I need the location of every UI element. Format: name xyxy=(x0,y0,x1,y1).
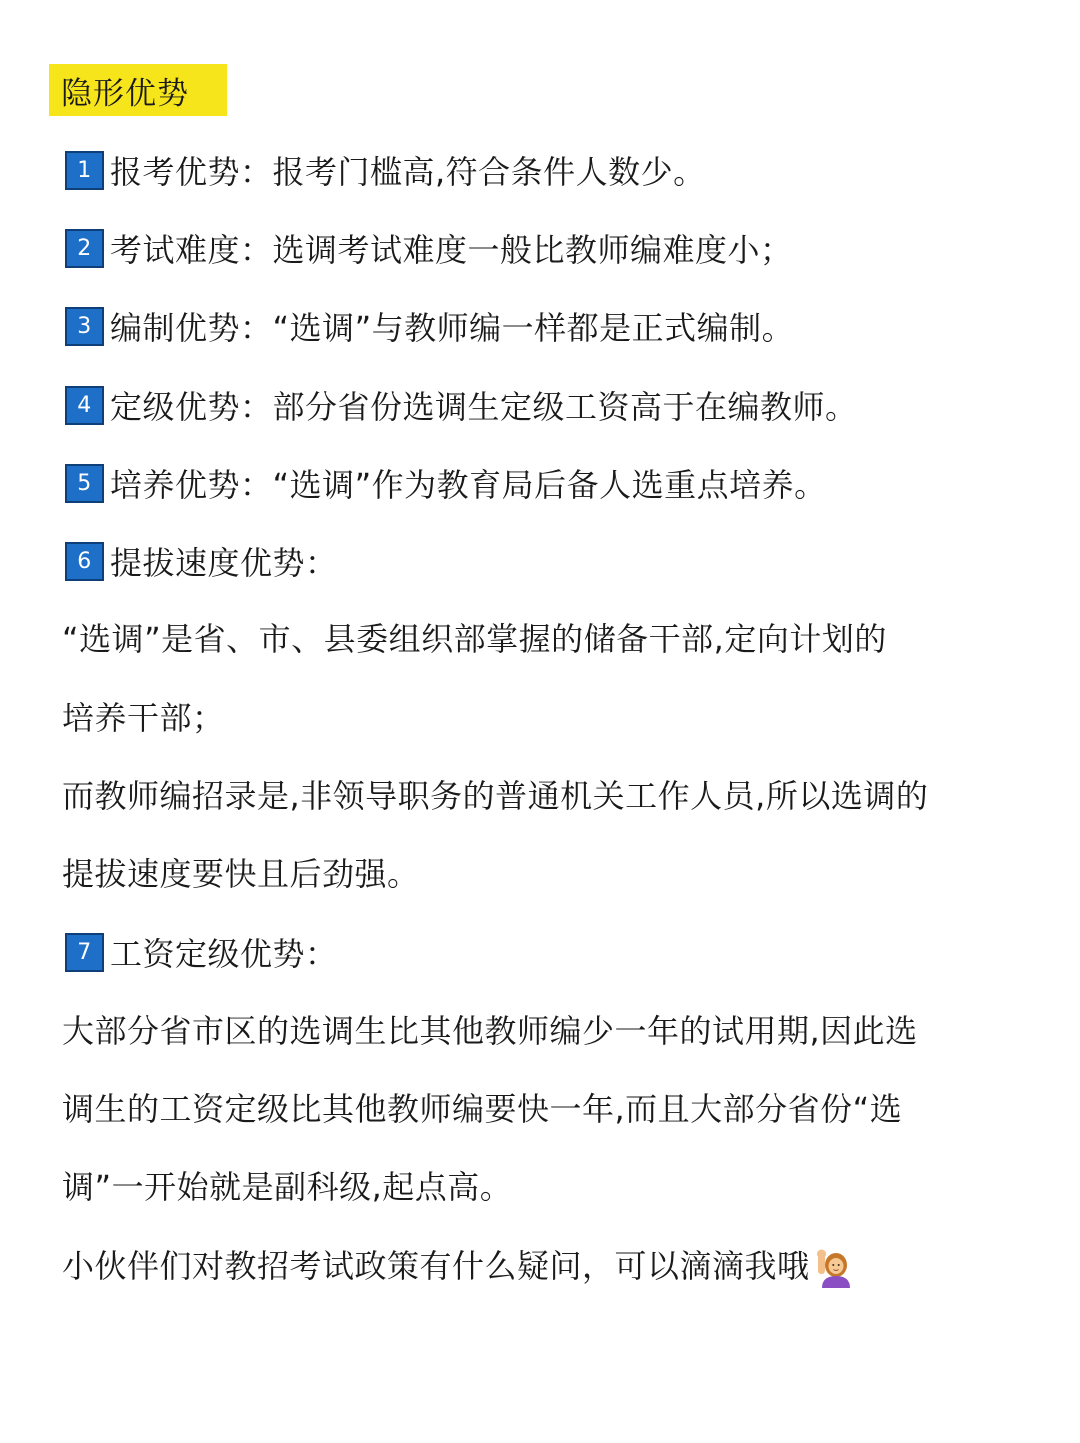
paragraph-line: “选调”是省、市、县委组织部掌握的储备干部,定向计划的 xyxy=(62,620,887,658)
person-raising-hand-icon xyxy=(814,1248,854,1288)
list-item-text: 定级优势：部分省份选调生定级工资高于在编教师。 xyxy=(110,388,858,426)
section-title: 隐形优势 xyxy=(49,64,227,116)
keycap-4-icon: 4 xyxy=(65,386,104,425)
list-item xyxy=(65,930,338,974)
list-item xyxy=(65,461,827,505)
keycap-2-icon: 2 xyxy=(65,229,104,268)
list-item-text: 编制优势：“选调”与教师编一样都是正式编制。 xyxy=(110,309,795,347)
keycap-3-icon: 3 xyxy=(65,307,104,346)
list-item-text: 工资定级优势： xyxy=(110,935,338,973)
list-item xyxy=(65,148,706,192)
keycap-6-icon: 6 xyxy=(65,542,104,581)
keycap-1-icon: 1 xyxy=(65,151,104,190)
paragraph-line: 大部分省市区的选调生比其他教师编少一年的试用期,因此选 xyxy=(62,1012,918,1050)
list-item-text: 提拔速度优势： xyxy=(110,544,338,582)
paragraph-line: 提拔速度要快且后劲强。 xyxy=(62,855,420,893)
list-item xyxy=(65,226,793,270)
footer-text: 小伙伴们对教招考试政策有什么疑问，可以滴滴我哦 xyxy=(62,1247,810,1285)
footer-note xyxy=(62,1244,854,1288)
paragraph-line: 调生的工资定级比其他教师编要快一年,而且大部分省份“选 xyxy=(62,1090,903,1128)
list-item xyxy=(65,383,858,427)
list-item xyxy=(65,539,338,583)
list-item-text: 考试难度：选调考试难度一般比教师编难度小； xyxy=(110,231,793,269)
paragraph-line: 而教师编招录是,非领导职务的普通机关工作人员,所以选调的 xyxy=(62,777,929,815)
paragraph-line: 培养干部； xyxy=(62,699,225,737)
list-item xyxy=(65,304,794,348)
list-item-text: 培养优势：“选调”作为教育局后备人选重点培养。 xyxy=(110,466,827,504)
paragraph-line: 调”一开始就是副科级,起点高。 xyxy=(62,1168,513,1206)
list-item-text: 报考优势：报考门槛高,符合条件人数少。 xyxy=(110,153,706,191)
keycap-7-icon: 7 xyxy=(65,933,104,972)
keycap-5-icon: 5 xyxy=(65,464,104,503)
